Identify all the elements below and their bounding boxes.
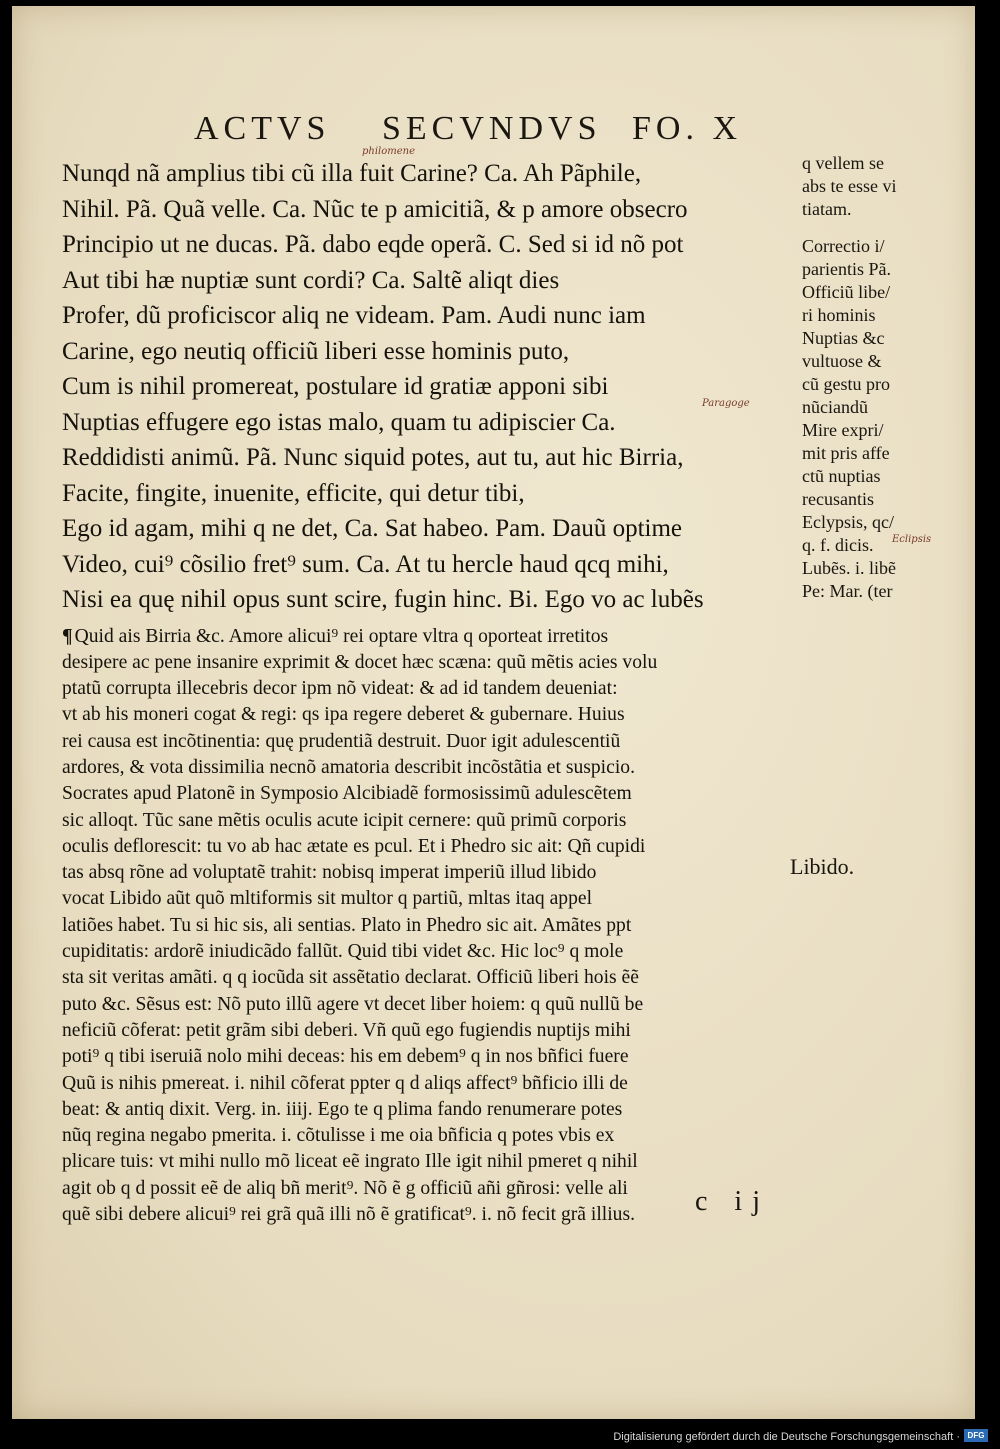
margin-note: vultuose & bbox=[802, 351, 882, 371]
margin-note: tiatam. bbox=[802, 199, 852, 219]
verse-line: Profer, dũ proficiscor aliq ne videam. Pam. Audi nunc iam bbox=[62, 302, 646, 329]
dfg-logo-icon: DFG bbox=[964, 1429, 988, 1442]
margin-note: Officiũ libe/ bbox=[802, 282, 891, 302]
verse-line: Ego id agam, mihi q ne det, Ca. Sat habeo. Pam. Dauũ optime bbox=[62, 515, 683, 542]
commentary-line: poti⁹ q tibi iseruiã nolo mihi deceas: his em debem⁹ q in nos bñfici fuere bbox=[62, 1046, 629, 1068]
handwritten-gloss: Eclipsis bbox=[892, 534, 932, 545]
commentary-line: latiões habet. Tu si hic sis, ali sentias. Plato in Phedro sic ait. Amãtes ppt bbox=[62, 914, 632, 936]
pilcrow-icon: ¶ bbox=[62, 625, 73, 647]
commentary-line: oculis deflorescit: tu vo ab hac ætate es pcul. Et i Phedro sic ait: Qñ cupidi bbox=[62, 835, 646, 857]
handwritten-gloss: philomene bbox=[362, 146, 416, 157]
margin-note: nũciandũ bbox=[802, 397, 868, 417]
verse-line: Cum is nihil promereat, postulare id gratiæ apponi sibi bbox=[62, 373, 609, 400]
commentary-line: plicare tuis: vt mihi nullo mõ liceat eẽ ingrato Ille igit nihil pmeret q nihil bbox=[62, 1151, 638, 1173]
folio-number: FO. X bbox=[632, 110, 743, 147]
main-text-block bbox=[62, 156, 787, 1228]
commentary-line: Quũ is nihis pmereat. i. nihil cõferat ppter q d aliqs affect⁹ bñficio illi de bbox=[62, 1072, 628, 1094]
commentary-line: sic alloqt. Tũc sane mẽtis oculis acute icipit cernere: quũ primũ corporis bbox=[62, 809, 627, 831]
margin-note: abs te esse vi bbox=[802, 176, 897, 196]
commentary-line: agit ob q d possit eẽ de aliq bñ merit⁹. Nõ ẽ g officiũ añi gñrosi: velle ali bbox=[62, 1177, 628, 1199]
verse-line: Facite, fingite, inuenite, efficite, qui detur tibi, bbox=[62, 479, 525, 507]
commentary-line bbox=[62, 624, 787, 650]
margin-note: ctũ nuptias bbox=[802, 466, 881, 486]
verse-line: Nisi ea quę nihil opus sunt scire, fugin hinc. Bi. Ego vo ac lubẽs bbox=[62, 586, 704, 613]
commentary-line: rei causa est incõtinentia: quę prudentiã destruit. Duor igit adulescentiũ bbox=[62, 730, 621, 752]
margin-note: parientis Pã. bbox=[802, 259, 891, 279]
commentary-text: Quid ais Birria &c. Amore alicui⁹ rei optare vltra q oporteat irretitos bbox=[74, 625, 609, 647]
footer-bar bbox=[0, 1420, 1000, 1449]
verse-line: Nunqd nã amplius tibi cũ illa fuit Carine? Ca. Ah Pãphile, bbox=[62, 160, 642, 187]
header-center: SECVNDVS bbox=[382, 110, 602, 147]
margin-note: ri hominis bbox=[802, 305, 876, 325]
signature-mark: c ij bbox=[695, 1186, 770, 1217]
commentary-line: neficiũ cõferat: petit grãm sibi deberi. Vñ quũ ego fugiendis nuptijs mihi bbox=[62, 1019, 631, 1041]
margin-note: Correctio i/ bbox=[802, 236, 885, 256]
commentary-line: cupiditatis: ardorẽ iniudicãdo fallũt. Quid tibi videt &c. Hic loc⁹ q mole bbox=[62, 941, 624, 963]
verse-line: Reddidisti animũ. Pã. Nunc siquid potes, aut tu, aut hic Birria, bbox=[62, 444, 684, 471]
commentary-block bbox=[62, 624, 787, 1229]
commentary-line: Socrates apud Platonẽ in Symposio Alcibiadẽ formosissimũ adulescẽtem bbox=[62, 783, 632, 805]
commentary-line: puto &c. Sẽsus est: Nõ puto illũ agere vt decet liber hoiem: q quũ nullũ be bbox=[62, 993, 644, 1015]
commentary-line: beat: & antiq dixit. Verg. in. iiij. Ego te q plima fando renumerare potes bbox=[62, 1098, 623, 1120]
handwritten-gloss: Paragoge bbox=[702, 398, 750, 409]
commentary-line: ptatũ corrupta illecebris decor ipm nõ videat: & ad id tandem deueniat: bbox=[62, 678, 618, 700]
verse-line: Video, cui⁹ cõsilio fret⁹ sum. Ca. At tu hercle haud qcq mihi, bbox=[62, 550, 669, 578]
margin-note: mit pris affe bbox=[802, 443, 890, 463]
margin-notes bbox=[802, 152, 977, 617]
commentary-line: tas absq rõne ad voluptatẽ trahit: nobisq imperat imperiũ illud libido bbox=[62, 862, 597, 884]
commentary-line: ardores, & vota dissimilia necnõ amatoria describit incõstãtia et suspicio. bbox=[62, 756, 635, 778]
verse-block bbox=[62, 156, 787, 618]
running-header bbox=[184, 110, 784, 160]
commentary-line: desipere ac pene insanire exprimit & docet hæc scæna: quũ mẽtis acies volu bbox=[62, 651, 658, 673]
margin-note: Nuptias &c bbox=[802, 328, 885, 348]
margin-note: cũ gestu pro bbox=[802, 374, 890, 394]
footer-credit: Digitalisierung gefördert durch die Deutsche Forschungsgemeinschaft · bbox=[613, 1431, 960, 1443]
commentary-line: nũq regina negabo pmerita. i. cõtulisse i me oia bñficia q potes vbis ex bbox=[62, 1125, 615, 1147]
verse-line: Principio ut ne ducas. Pã. dabo eqde operã. C. Sed si id nõ pot bbox=[62, 231, 684, 258]
header-left: ACTVS bbox=[194, 110, 331, 147]
margin-note: q. f. dicis. bbox=[802, 535, 874, 555]
margin-note: Mire expri/ bbox=[802, 420, 884, 440]
commentary-line: quẽ sibi debere alicui⁹ rei grã quã illi nõ ẽ gratificat⁹. i. nõ fecit grã illius. bbox=[62, 1204, 635, 1226]
commentary-line: vt ab his moneri cogat & regi: qs ipa regere deberet & gubernare. Huius bbox=[62, 704, 625, 726]
verse-line: Carine, ego neutiq officiũ liberi esse hominis puto, bbox=[62, 337, 570, 365]
verse-line: Aut tibi hæ nuptiæ sunt cordi? Ca. Saltẽ aliqt dies bbox=[62, 266, 560, 294]
margin-note: Lubẽs. i. libẽ bbox=[802, 558, 896, 578]
commentary-line: vocat Libido aũt quõ mltiformis sit multor q partiũ, mltas itaq appel bbox=[62, 888, 593, 910]
margin-note-group bbox=[802, 152, 977, 221]
margin-note-group bbox=[802, 235, 977, 603]
margin-note: Pe: Mar. (ter bbox=[802, 581, 893, 601]
verse-line: Nuptias effugere ego istas malo, quam tu adipiscier Ca. bbox=[62, 408, 616, 436]
commentary-line: sta sit veritas amãti. q q iocũda sit assẽtatio declarat. Officiũ liberi hois ẽẽ bbox=[62, 967, 639, 989]
margin-note: q vellem se bbox=[802, 153, 884, 173]
book-page bbox=[12, 6, 975, 1419]
verse-line: Nihil. Pã. Quã velle. Ca. Nũc te p amicitiã, & p amore obsecro bbox=[62, 195, 688, 223]
margin-note-libido: Libido. bbox=[790, 854, 855, 879]
margin-note: recusantis bbox=[802, 489, 874, 509]
margin-note: Eclypsis, qc/ bbox=[802, 512, 894, 532]
